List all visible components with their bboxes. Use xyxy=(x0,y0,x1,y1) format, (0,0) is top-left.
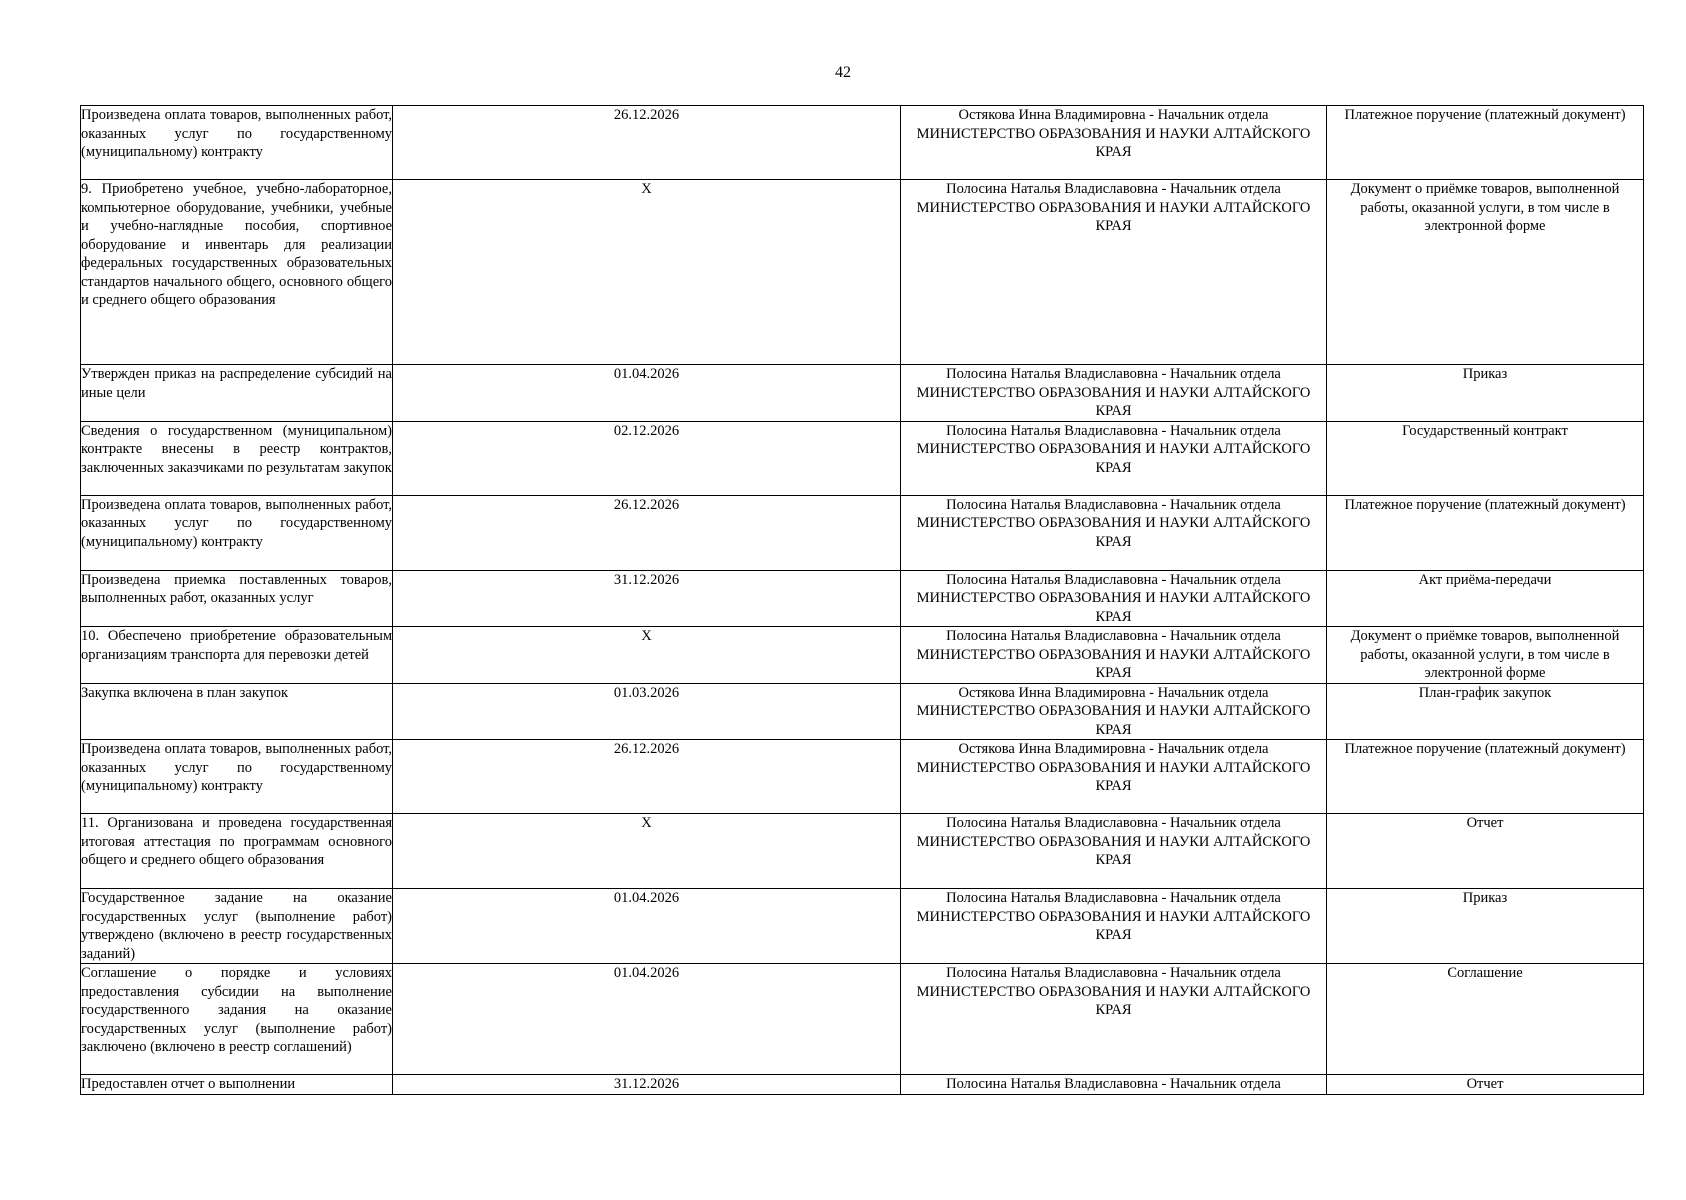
document-cell: Отчет xyxy=(1327,814,1644,889)
date-cell: 01.04.2026 xyxy=(393,365,901,422)
table-row xyxy=(81,106,1644,180)
event-cell: Государственное задание на оказание государственных услуг (выполнение работ) утверждено (включено в реестр государственных заданий) xyxy=(81,890,392,962)
responsible-org: МИНИСТЕРСТВО ОБРАЗОВАНИЯ И НАУКИ АЛТАЙСКОГО КРАЯ xyxy=(916,703,1311,738)
responsible-cell xyxy=(901,495,1327,570)
date-cell: 02.12.2026 xyxy=(393,421,901,495)
responsible-cell xyxy=(901,421,1327,495)
event-cell: Утвержден приказ на распределение субсидий на иные цели xyxy=(81,365,393,422)
event-cell: Закупка включена в план закупок xyxy=(81,683,393,740)
table-row xyxy=(81,740,1644,814)
event-cell: 9. Приобретено учебное, учебно-лабораторное, компьютерное оборудование, учебники, учебные и учебно-наглядные пособия, спортивное оборудование и инвентарь для реализации федеральных государственных образовательных стандартов начального общего, основного общего и среднего общего образования xyxy=(81,180,393,365)
plan-table xyxy=(80,105,1644,1095)
document-cell: Платежное поручение (платежный документ) xyxy=(1327,495,1644,570)
responsible-org: МИНИСТЕРСТВО ОБРАЗОВАНИЯ И НАУКИ АЛТАЙСКОГО КРАЯ xyxy=(916,646,1311,681)
document-cell: Приказ xyxy=(1327,889,1644,964)
table-row xyxy=(81,365,1644,422)
responsible-person: Полосина Наталья Владиславовна - Начальник отдела xyxy=(946,422,1281,439)
responsible-org: МИНИСТЕРСТВО ОБРАЗОВАНИЯ И НАУКИ АЛТАЙСКОГО КРАЯ xyxy=(916,441,1311,476)
responsible-cell xyxy=(901,814,1327,889)
responsible-person: Остякова Инна Владимировна - Начальник отдела xyxy=(958,107,1269,123)
responsible-cell xyxy=(901,627,1327,684)
date-cell: 01.03.2026 xyxy=(393,683,901,740)
responsible-cell xyxy=(901,106,1327,180)
responsible-person: Полосина Наталья Владиславовна - Начальник отдела xyxy=(946,890,1281,906)
date-cell: X xyxy=(393,814,901,889)
document-cell: Акт приёма-передачи xyxy=(1327,570,1644,627)
event-cell: 10. Обеспечено приобретение образовательным организациям транспорта для перевозки детей xyxy=(81,627,393,684)
page-number: 42 xyxy=(835,64,851,81)
document-cell: Документ о приёмке товаров, выполненной работы, оказанной услуги, в том числе в электронной форме xyxy=(1327,627,1644,684)
responsible-person: Полосина Наталья Владиславовна - Начальник отдела xyxy=(946,496,1281,513)
table-row xyxy=(81,570,1644,627)
document-cell: Государственный контракт xyxy=(1327,421,1644,495)
responsible-org: МИНИСТЕРСТВО ОБРАЗОВАНИЯ И НАУКИ АЛТАЙСКОГО КРАЯ xyxy=(916,590,1311,625)
responsible-person: Полосина Наталья Владиславовна - Начальник отдела xyxy=(946,628,1281,644)
responsible-person: Остякова Инна Владимировна - Начальник отдела xyxy=(958,684,1269,701)
responsible-person: Полосина Наталья Владиславовна - Начальник отдела xyxy=(946,815,1281,831)
document-cell: План-график закупок xyxy=(1327,683,1644,740)
responsible-org: МИНИСТЕРСТВО ОБРАЗОВАНИЯ И НАУКИ АЛТАЙСКОГО КРАЯ xyxy=(916,515,1311,550)
responsible-person: Полосина Наталья Владиславовна - Начальник отдела xyxy=(946,366,1281,382)
responsible-org: МИНИСТЕРСТВО ОБРАЗОВАНИЯ И НАУКИ АЛТАЙСКОГО КРАЯ xyxy=(916,983,1311,1018)
event-cell: 11. Организована и проведена государственная итоговая аттестация по программам основного общего и среднего общего образования xyxy=(81,814,393,889)
responsible-person: Полосина Наталья Владиславовна - Начальник отдела xyxy=(946,571,1281,588)
event-cell: Произведена приемка поставленных товаров, выполненных работ, оказанных услуг xyxy=(81,570,393,627)
table-row xyxy=(81,495,1644,570)
date-cell: 01.04.2026 xyxy=(393,889,901,964)
event-cell: Соглашение о порядке и условиях предоставления субсидии на выполнение государственного задания на оказание государственных услуг (выполнение работ) заключено (включено в реестр соглашений) xyxy=(81,964,393,1075)
responsible-cell xyxy=(901,180,1327,365)
responsible-cell xyxy=(901,889,1327,964)
responsible-org: МИНИСТЕРСТВО ОБРАЗОВАНИЯ И НАУКИ АЛТАЙСКОГО КРАЯ xyxy=(916,759,1311,794)
document-cell: Документ о приёмке товаров, выполненной работы, оказанной услуги, в том числе в электронной форме xyxy=(1327,180,1644,365)
responsible-org: МИНИСТЕРСТВО ОБРАЗОВАНИЯ И НАУКИ АЛТАЙСКОГО КРАЯ xyxy=(916,384,1311,419)
responsible-org: МИНИСТЕРСТВО ОБРАЗОВАНИЯ И НАУКИ АЛТАЙСКОГО КРАЯ xyxy=(916,908,1311,943)
table-row xyxy=(81,627,1644,684)
date-cell: X xyxy=(393,180,901,365)
event-cell: Предоставлен отчет о выполнении xyxy=(81,1075,393,1095)
responsible-cell xyxy=(901,1075,1327,1095)
responsible-org: МИНИСТЕРСТВО ОБРАЗОВАНИЯ И НАУКИ АЛТАЙСКОГО КРАЯ xyxy=(916,199,1311,234)
table-row xyxy=(81,964,1644,1075)
event-cell: Произведена оплата товаров, выполненных работ, оказанных услуг по государственному (муниципальному) контракту xyxy=(81,106,393,180)
responsible-cell xyxy=(901,683,1327,740)
responsible-person: Полосина Наталья Владиславовна - Начальник отдела xyxy=(946,181,1281,197)
table-row xyxy=(81,1075,1644,1095)
table-row xyxy=(81,889,1644,964)
responsible-cell xyxy=(901,740,1327,814)
event-cell: Сведения о государственном (муниципальном) контракте внесены в реестр контрактов, заключенных заказчиками по результатам закупок xyxy=(81,421,393,495)
responsible-cell xyxy=(901,570,1327,627)
date-cell: 01.04.2026 xyxy=(393,964,901,1075)
event-cell: Произведена оплата товаров, выполненных работ, оказанных услуг по государственному (муниципальному) контракту xyxy=(81,495,393,570)
table-row xyxy=(81,683,1644,740)
date-cell: 26.12.2026 xyxy=(393,106,901,180)
table-row xyxy=(81,421,1644,495)
date-cell: 26.12.2026 xyxy=(393,495,901,570)
date-cell: 31.12.2026 xyxy=(393,570,901,627)
responsible-person: Полосина Наталья Владиславовна - Начальник отдела xyxy=(946,965,1281,981)
responsible-org: МИНИСТЕРСТВО ОБРАЗОВАНИЯ И НАУКИ АЛТАЙСКОГО КРАЯ xyxy=(916,125,1311,160)
document-cell: Соглашение xyxy=(1327,964,1644,1075)
document-cell: Приказ xyxy=(1327,365,1644,422)
responsible-person: Остякова Инна Владимировна - Начальник отдела xyxy=(958,741,1269,757)
date-cell: 31.12.2026 xyxy=(393,1075,901,1095)
document-cell: Платежное поручение (платежный документ) xyxy=(1327,106,1644,180)
event-cell: Произведена оплата товаров, выполненных работ, оказанных услуг по государственному (муниципальному) контракту xyxy=(81,740,393,814)
date-cell: 26.12.2026 xyxy=(393,740,901,814)
responsible-cell xyxy=(901,365,1327,422)
date-cell: X xyxy=(393,627,901,684)
document-cell: Отчет xyxy=(1327,1075,1644,1095)
table-row xyxy=(81,814,1644,889)
table-row xyxy=(81,180,1644,365)
document-cell: Платежное поручение (платежный документ) xyxy=(1327,740,1644,814)
responsible-org: МИНИСТЕРСТВО ОБРАЗОВАНИЯ И НАУКИ АЛТАЙСКОГО КРАЯ xyxy=(916,833,1311,868)
responsible-person: Полосина Наталья Владиславовна - Начальник отдела xyxy=(946,1076,1281,1092)
responsible-cell xyxy=(901,964,1327,1075)
